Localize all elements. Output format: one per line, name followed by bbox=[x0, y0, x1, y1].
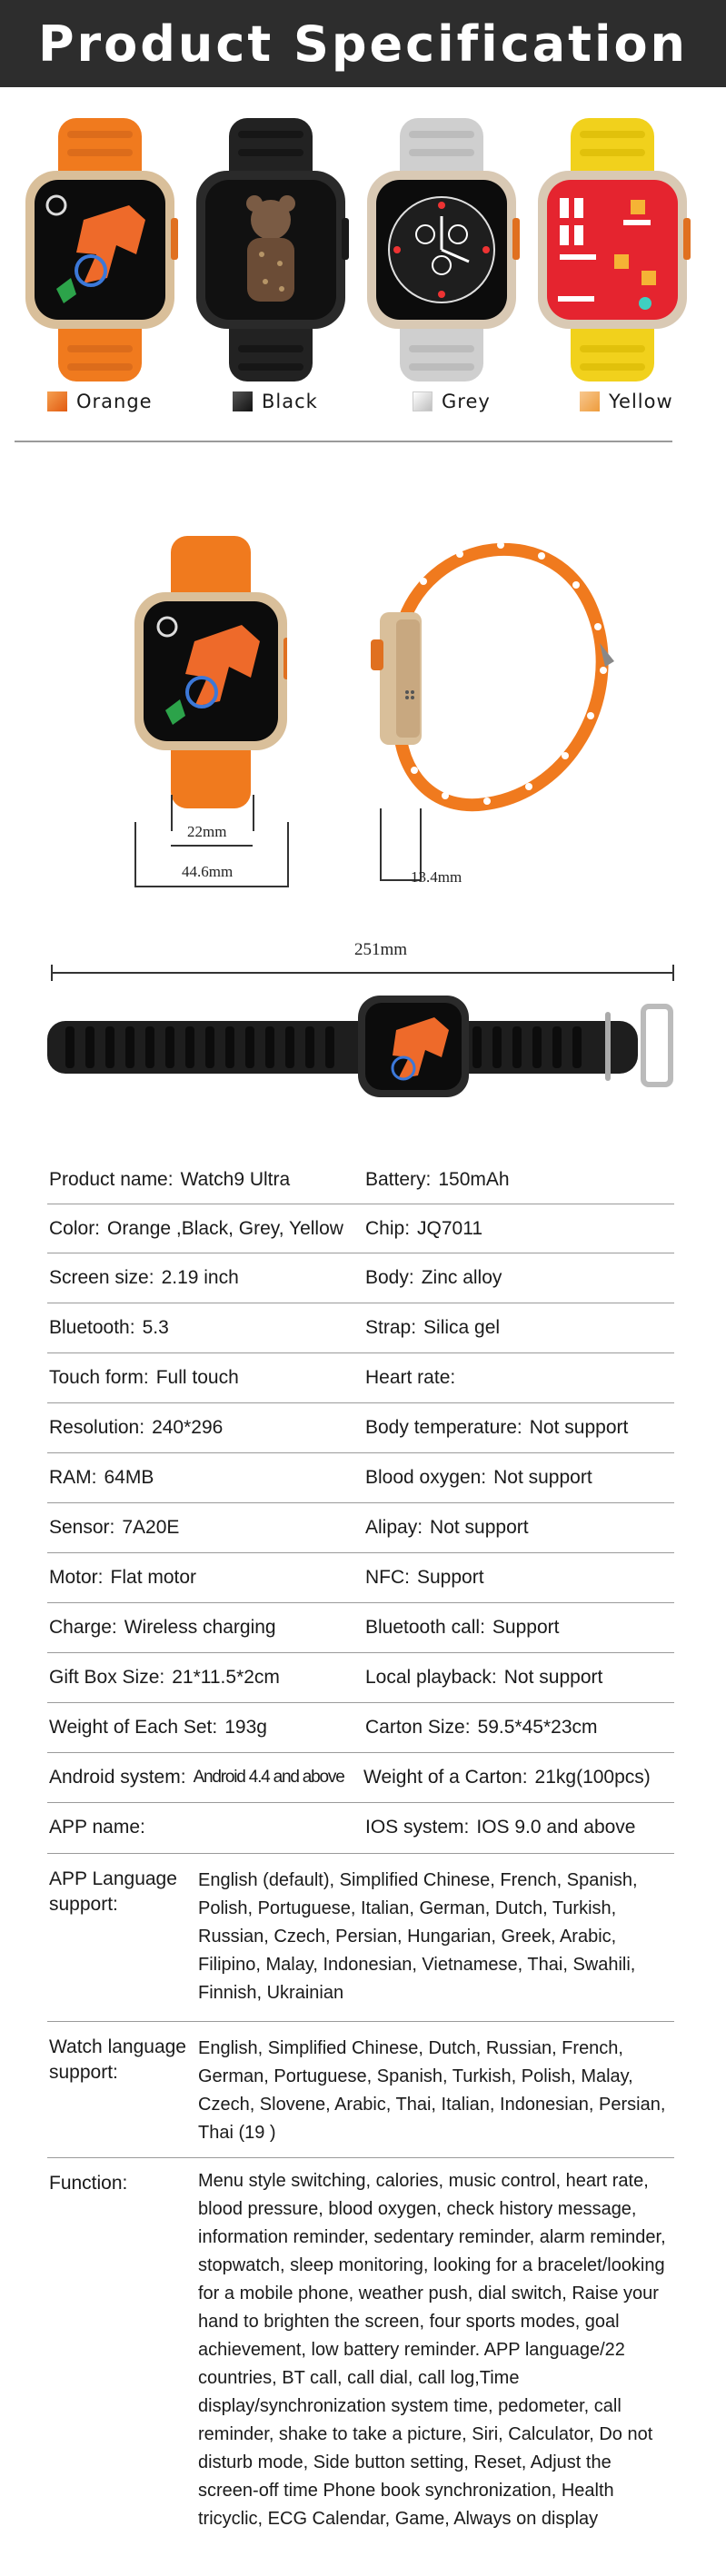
watch-grey-image bbox=[362, 118, 522, 381]
spec-value: Not support bbox=[503, 1667, 603, 1688]
spec-row bbox=[47, 1503, 674, 1553]
spec-label: Heart rate: bbox=[365, 1367, 456, 1388]
dim-line bbox=[134, 886, 287, 887]
grey-swatch-icon bbox=[413, 391, 433, 411]
case-width-label: 44.6mm bbox=[182, 863, 234, 880]
spec-value: 240*296 bbox=[152, 1417, 224, 1438]
spec-label: Watch language support: bbox=[49, 2036, 186, 2083]
spec-label: Color: bbox=[49, 1218, 101, 1239]
spec-row bbox=[47, 1753, 674, 1803]
spec-value: English, Simplified Chinese, Dutch, Russian, French, German, Portuguese, Spanish, Turkish, Polish, Malay, Czech, Slovene, Arabic, Thai, Italian, Indonesian, Persian, Thai (19 ) bbox=[198, 2038, 666, 2143]
orange-swatch-icon bbox=[47, 391, 67, 411]
spec-label: Battery: bbox=[365, 1169, 432, 1190]
spec-value: Not support bbox=[430, 1517, 529, 1538]
spec-label: APP name: bbox=[49, 1817, 145, 1838]
spec-label: Charge: bbox=[49, 1617, 117, 1638]
spec-value: Orange ,Black, Grey, Yellow bbox=[107, 1218, 343, 1239]
variant-label-black: Black bbox=[233, 391, 318, 412]
spec-row bbox=[47, 1403, 674, 1453]
watch-orange-image bbox=[20, 118, 180, 381]
spec-value: Android 4.4 and above bbox=[193, 1768, 344, 1787]
spec-label: Bluetooth: bbox=[49, 1317, 135, 1338]
spec-value: Not support bbox=[529, 1417, 629, 1438]
spec-value: 59.5*45*23cm bbox=[477, 1717, 598, 1738]
dim-tick bbox=[253, 795, 254, 831]
spec-value: Wireless charging bbox=[124, 1617, 276, 1638]
spec-label: IOS system: bbox=[365, 1817, 470, 1838]
spec-label: NFC: bbox=[365, 1567, 410, 1588]
black-swatch-icon bbox=[233, 391, 253, 411]
spec-value: 64MB bbox=[104, 1467, 154, 1488]
dim-tick bbox=[380, 808, 382, 881]
dim-line bbox=[171, 845, 253, 847]
spec-value: 193g bbox=[224, 1717, 267, 1738]
spec-label: Blood oxygen: bbox=[365, 1467, 487, 1488]
spec-label: APP Language support: bbox=[49, 1868, 177, 1915]
spec-label: Resolution: bbox=[49, 1417, 145, 1438]
spec-value: Flat motor bbox=[110, 1567, 197, 1588]
spec-row bbox=[47, 1603, 674, 1653]
dim-tick bbox=[287, 822, 289, 887]
spec-label: Weight of Each Set: bbox=[49, 1717, 218, 1738]
spec-row bbox=[47, 1453, 674, 1503]
spec-value: Zinc alloy bbox=[421, 1267, 502, 1288]
spec-row bbox=[47, 1253, 674, 1303]
watch-side-view bbox=[360, 525, 632, 816]
spec-value: 21*11.5*2cm bbox=[172, 1667, 280, 1688]
page-title: Product Specification bbox=[37, 15, 689, 73]
divider bbox=[15, 441, 672, 442]
watch-flat-view bbox=[44, 990, 680, 1099]
spec-row bbox=[47, 1553, 674, 1603]
dim-tick bbox=[51, 965, 53, 981]
yellow-swatch-icon bbox=[580, 391, 600, 411]
spec-label: Body temperature: bbox=[365, 1417, 522, 1438]
spec-row bbox=[47, 1155, 674, 1204]
dim-tick bbox=[672, 965, 674, 981]
spec-value: IOS 9.0 and above bbox=[476, 1817, 636, 1838]
spec-label: Bluetooth call: bbox=[365, 1617, 485, 1638]
spec-value: Full touch bbox=[155, 1367, 239, 1388]
spec-label: Screen size: bbox=[49, 1267, 154, 1288]
spec-label: Android system: bbox=[49, 1767, 186, 1788]
spec-value: Menu style switching, calories, music control, heart rate, blood pressure, blood oxygen, check history message, information reminder, sedentary reminder, alarm reminder, stopwatch, sleep monitoring, looking for a bracelet/looking for a mobile phone, weather push, dial switch, Raise your hand to brighten the screen, four sports modes, goal achievement, low battery reminder. APP language/22 countries, BT call, call dial, call log,Time display/synchronization system time, pedometer, call reminder, shake to take a picture, Siri, Calculator, Do not disturb mode, Side button setting, Reset, Adjust the screen-off time Phone book synchronization, Health tricyclic, ECG Calendar, Game, Always on display bbox=[198, 2171, 666, 2529]
spec-value: 7A20E bbox=[122, 1517, 180, 1538]
variant-label-yellow: Yellow bbox=[580, 391, 673, 412]
spec-label: Touch form: bbox=[49, 1367, 149, 1388]
spec-value: Support bbox=[492, 1617, 560, 1638]
spec-label: Motor: bbox=[49, 1567, 104, 1588]
spec-value: 2.19 inch bbox=[161, 1267, 239, 1288]
spec-label: Weight of a Carton: bbox=[363, 1767, 528, 1788]
spec-value: Not support bbox=[493, 1467, 592, 1488]
spec-label: Strap: bbox=[365, 1317, 417, 1338]
dim-tick bbox=[171, 795, 173, 831]
spec-value: Watch9 Ultra bbox=[180, 1169, 291, 1190]
spec-value: Support bbox=[417, 1567, 484, 1588]
variant-label-orange: Orange bbox=[47, 391, 153, 412]
total-length-label: 251mm bbox=[354, 940, 408, 959]
spec-row bbox=[47, 1353, 674, 1403]
spec-label: Alipay: bbox=[365, 1517, 423, 1538]
spec-row bbox=[47, 1204, 674, 1253]
spec-label: Gift Box Size: bbox=[49, 1667, 165, 1688]
spec-label: Function: bbox=[49, 2173, 128, 2194]
spec-value: English (default), Simplified Chinese, French, Spanish, Polish, Portuguese, Italian, German, Dutch, Turkish, Russian, Czech, Persian, Hungarian, Greek, Arabic, Filipino, Malay, Indonesian, Vietnamese, Thai, Swahili, Finnish, Ukrainian bbox=[198, 1870, 638, 2003]
spec-label: RAM: bbox=[49, 1467, 97, 1488]
spec-label: Product name: bbox=[49, 1169, 174, 1190]
spec-row bbox=[47, 1803, 674, 1854]
dim-tick bbox=[134, 822, 136, 887]
spec-value: 21kg(100pcs) bbox=[534, 1767, 651, 1788]
spec-value: JQ7011 bbox=[417, 1218, 483, 1239]
watch-front-view bbox=[134, 536, 287, 808]
spec-row bbox=[47, 1303, 674, 1353]
thickness-label: 13.4mm bbox=[411, 868, 462, 886]
dim-line bbox=[51, 972, 674, 974]
watch-black-image bbox=[191, 118, 351, 381]
watch-language-row bbox=[47, 2022, 674, 2158]
app-language-row bbox=[47, 1854, 674, 2022]
spec-label: Body: bbox=[365, 1267, 414, 1288]
spec-label: Carton Size: bbox=[365, 1717, 471, 1738]
spec-value: 150mAh bbox=[438, 1169, 510, 1190]
watch-yellow-image bbox=[532, 118, 692, 381]
variant-label-grey: Grey bbox=[413, 391, 491, 412]
spec-row bbox=[47, 1653, 674, 1703]
spec-label: Sensor: bbox=[49, 1517, 115, 1538]
spec-value: 5.3 bbox=[142, 1317, 169, 1338]
spec-value: Silica gel bbox=[423, 1317, 501, 1338]
function-row bbox=[47, 2158, 674, 2567]
spec-label: Local playback: bbox=[365, 1667, 497, 1688]
header-banner bbox=[0, 0, 726, 87]
spec-label: Chip: bbox=[365, 1218, 411, 1239]
screen-width-label: 22mm bbox=[187, 823, 227, 840]
spec-row bbox=[47, 1703, 674, 1753]
